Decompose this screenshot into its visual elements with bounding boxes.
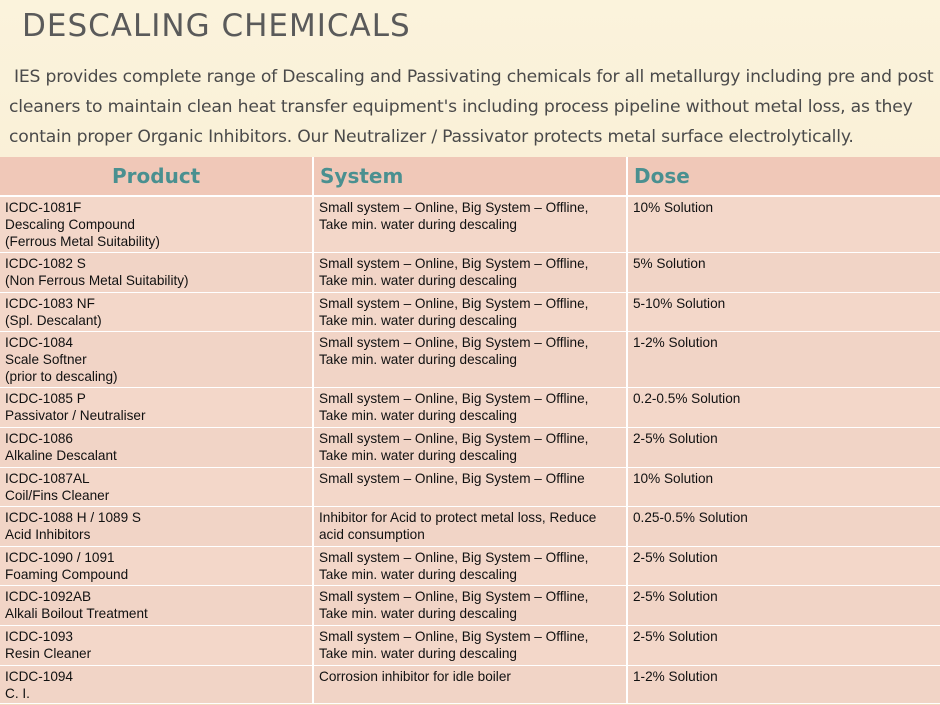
product-cell: ICDC-1087AL Coil/Fins Cleaner [0, 467, 313, 506]
product-cell: ICDC-1092AB Alkali Boilout Treatment [0, 585, 313, 625]
table-row [0, 467, 940, 506]
system-cell: Small system – Online, Big System – Offline, Take min. water during descaling [313, 196, 627, 252]
product-cell: ICDC-1088 H / 1089 S Acid Inhibitors [0, 506, 313, 546]
system-cell: Small system – Online, Big System – Offline, Take min. water during descaling [313, 252, 627, 292]
dose-cell: 2-5% Solution [627, 546, 940, 585]
header-system: System [313, 157, 627, 196]
system-cell: Small system – Online, Big System – Offline, Take min. water during descaling [313, 292, 627, 331]
system-cell: Small system – Online, Big System – Offline, Take min. water during descaling [313, 427, 627, 467]
intro-paragraph: IES provides complete range of Descaling and Passivating chemicals for all metallurgy including pre and post cleaners to maintain clean heat transfer equipment's including process pipeline without metal loss, as they contain proper Organic Inhibitors. Our Neutralizer / Passivator protects metal surface electrolytically. [9, 67, 934, 147]
table-header-row [0, 157, 940, 196]
dose-cell: 2-5% Solution [627, 585, 940, 625]
system-cell: Small system – Online, Big System – Offline, Take min. water during descaling [313, 546, 627, 585]
dose-cell: 10% Solution [627, 196, 940, 252]
product-cell: ICDC-1085 P Passivator / Neutraliser [0, 387, 313, 427]
page-title: DESCALING CHEMICALS [22, 8, 411, 44]
product-cell: ICDC-1084 Scale Softner (prior to descaling) [0, 331, 313, 387]
header-dose: Dose [627, 157, 940, 196]
product-cell: ICDC-1083 NF (Spl. Descalant) [0, 292, 313, 331]
dose-cell: 2-5% Solution [627, 625, 940, 665]
table-row [0, 427, 940, 467]
dose-cell: 10% Solution [627, 467, 940, 506]
product-cell: ICDC-1094 C. I. [0, 665, 313, 703]
table-row [0, 387, 940, 427]
system-cell: Small system – Online, Big System – Offline, Take min. water during descaling [313, 585, 627, 625]
system-cell: Small system – Online, Big System – Offline [313, 467, 627, 506]
dose-cell: 5% Solution [627, 252, 940, 292]
system-cell: Small system – Online, Big System – Offline, Take min. water during descaling [313, 387, 627, 427]
table-row [0, 292, 940, 331]
table-row [0, 196, 940, 252]
table-row [0, 506, 940, 546]
table-row [0, 585, 940, 625]
dose-cell: 2-5% Solution [627, 427, 940, 467]
dose-cell: 1-2% Solution [627, 331, 940, 387]
product-cell: ICDC-1086 Alkaline Descalant [0, 427, 313, 467]
table-row [0, 625, 940, 665]
product-cell: ICDC-1093 Resin Cleaner [0, 625, 313, 665]
dose-cell: 0.25-0.5% Solution [627, 506, 940, 546]
system-cell: Small system – Online, Big System – Offline, Take min. water during descaling [313, 331, 627, 387]
header-product: Product [0, 157, 313, 196]
product-cell: ICDC-1090 / 1091 Foaming Compound [0, 546, 313, 585]
dose-cell: 1-2% Solution [627, 665, 940, 703]
system-cell: Small system – Online, Big System – Offline, Take min. water during descaling [313, 625, 627, 665]
table-row [0, 331, 940, 387]
table-row [0, 252, 940, 292]
table-row [0, 665, 940, 703]
products-table [0, 157, 940, 704]
dose-cell: 0.2-0.5% Solution [627, 387, 940, 427]
table-row [0, 546, 940, 585]
product-cell: ICDC-1082 S (Non Ferrous Metal Suitability) [0, 252, 313, 292]
dose-cell: 5-10% Solution [627, 292, 940, 331]
product-cell: ICDC-1081F Descaling Compound (Ferrous Metal Suitability) [0, 196, 313, 252]
system-cell: Corrosion inhibitor for idle boiler [313, 665, 627, 703]
system-cell: Inhibitor for Acid to protect metal loss, Reduce acid consumption [313, 506, 627, 546]
